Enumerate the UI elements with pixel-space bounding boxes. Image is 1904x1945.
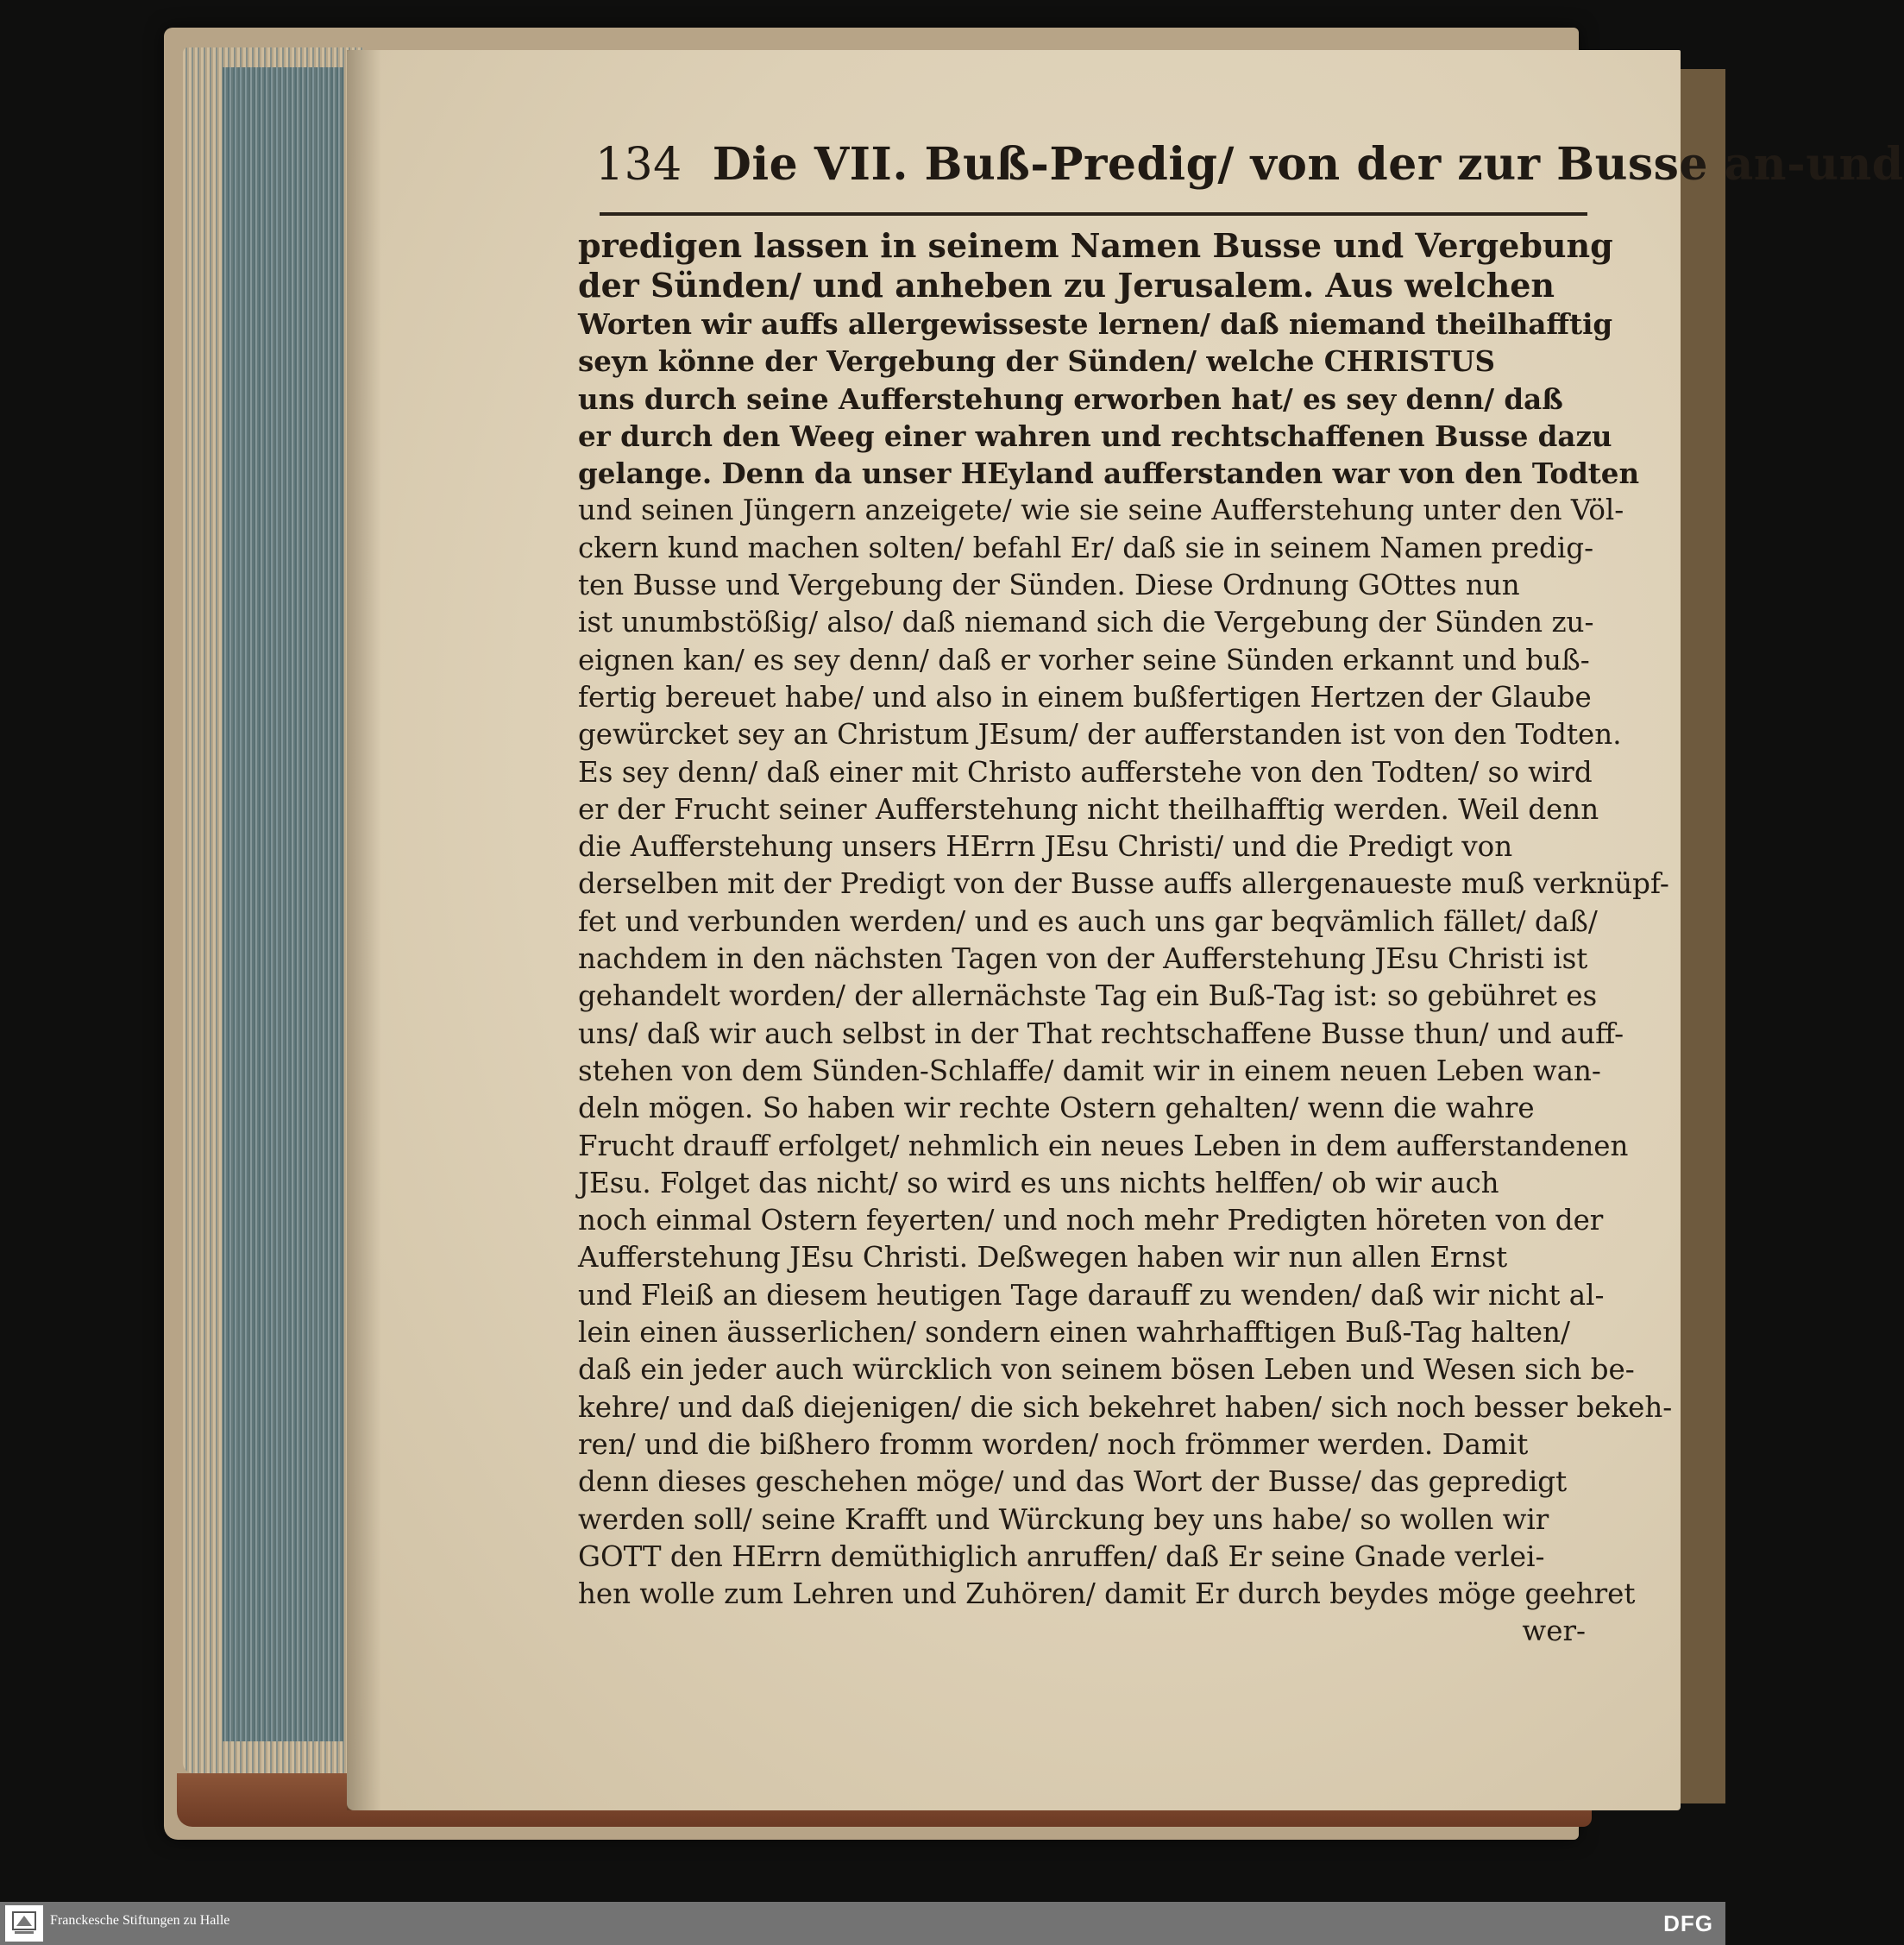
text-line: noch einmal Ostern feyerten/ und noch mehr Predigten höreten von der	[578, 1204, 1604, 1237]
text-line: JEsu. Folget das nicht/ so wird es uns nichts helffen/ ob wir auch	[578, 1166, 1499, 1199]
text-line: fet und verbunden werden/ und es auch uns gar beqvämlich fället/ daß/	[578, 904, 1598, 938]
footer-bar	[0, 1902, 1725, 1945]
text-line: uns/ daß wir auch selbst in der That rechtschaffene Busse thun/ und auff-	[578, 1017, 1624, 1050]
text-line: gewürcket sey an Christum JEsum/ der aufferstanden ist von den Todten.	[578, 718, 1622, 752]
text-line: derselben mit der Predigt von der Busse auffs allergenaueste muß verknüpf-	[578, 867, 1669, 901]
page-fore-edge	[223, 67, 343, 1741]
text-line: uns durch seine Aufferstehung erworben hat/ es sey denn/ daß	[578, 381, 1563, 416]
text-line: GOTT den HErrn demüthiglich anruffen/ daß Er seine Gnade verlei-	[578, 1539, 1545, 1573]
header-rule	[600, 212, 1587, 216]
text-line: ckern kund machen solten/ befahl Er/ daß sie in seinem Namen predig-	[578, 531, 1594, 564]
text-line: ten Busse und Vergebung der Sünden. Diese Ordnung GOttes nun	[578, 569, 1520, 602]
text-line: gehandelt worden/ der allernächste Tag ein Buß-Tag ist: so gebühret es	[578, 979, 1598, 1013]
text-line: ist unumbstößig/ also/ daß niemand sich die Vergebung der Sünden zu-	[578, 606, 1594, 639]
text-line: er der Frucht seiner Aufferstehung nicht theilhafftig werden. Weil denn	[578, 792, 1599, 826]
page-gutter-shadow	[347, 50, 381, 1810]
text-line: stehen von dem Sünden-Schlaffe/ damit wir in einem neuen Leben wan-	[578, 1054, 1601, 1087]
text-line: und Fleiß an diesem heutigen Tage darauff zu wenden/ daß wir nicht al-	[578, 1278, 1605, 1312]
text-line: daß ein jeder auch würcklich von seinem bösen Leben und Wesen sich be-	[578, 1353, 1635, 1387]
text-line: deln mögen. So haben wir rechte Ostern gehalten/ wenn die wahre	[578, 1092, 1535, 1125]
text-line: der Sünden/ und anheben zu Jerusalem. Aus welchen	[578, 266, 1555, 305]
institution-name: Franckesche Stiftungen zu Halle	[50, 1913, 230, 1928]
catchword: wer-	[1522, 1615, 1586, 1648]
page-header	[595, 138, 1904, 212]
body-text	[578, 226, 1673, 1651]
text-line: eignen kan/ es sey denn/ daß er vorher seine Sünden erkannt und buß-	[578, 643, 1590, 677]
text-line: hen wolle zum Lehren und Zuhören/ damit Er durch beydes möge geehret	[578, 1577, 1636, 1611]
text-line: kehre/ und daß diejenigen/ die sich bekehret haben/ sich noch besser bekeh-	[578, 1390, 1673, 1424]
text-line: Frucht drauff erfolget/ nehmlich ein neues Leben in dem aufferstandenen	[578, 1129, 1629, 1162]
text-line: Es sey denn/ daß einer mit Christo aufferstehe von den Todten/ so wird	[578, 755, 1593, 789]
dfg-logo: DFG	[1663, 1910, 1713, 1936]
text-line: seyn könne der Vergebung der Sünden/ welche CHRISTUS	[578, 344, 1495, 379]
text-line: die Aufferstehung unsers HErrn JEsu Christi/ und die Predigt von	[578, 830, 1513, 864]
text-line: werden soll/ seine Krafft und Würckung bey uns habe/ so wollen wir	[578, 1502, 1549, 1536]
text-line: gelange. Denn da unser HEyland aufferstanden war von den Todten	[578, 456, 1640, 491]
facing-page-edge	[1681, 69, 1725, 1803]
text-line: Aufferstehung JEsu Christi. Deßwegen haben wir nun allen Ernst	[578, 1241, 1508, 1275]
running-head: Die VII. Buß-Predig/ von der zur Busse an-und	[712, 138, 1904, 191]
institution-logo-icon	[5, 1905, 43, 1942]
text-line: predigen lassen in seinem Namen Busse und Vergebung	[578, 226, 1613, 265]
text-line: denn dieses geschehen möge/ und das Wort der Busse/ das gepredigt	[578, 1465, 1568, 1499]
text-line: lein einen äusserlichen/ sondern einen wahrhafftigen Buß-Tag halten/	[578, 1316, 1570, 1350]
text-line: Worten wir auffs allergewisseste lernen/ daß niemand theilhafftig	[578, 307, 1613, 341]
text-line: nachdem in den nächsten Tagen von der Aufferstehung JEsu Christi ist	[578, 942, 1588, 976]
text-line: fertig bereuet habe/ und also in einem bußfertigen Hertzen der Glaube	[578, 680, 1592, 714]
page-number: 134	[595, 139, 682, 191]
text-line: er durch den Weeg einer wahren und rechtschaffenen Busse dazu	[578, 419, 1612, 453]
text-line: und seinen Jüngern anzeigete/ wie sie seine Aufferstehung unter den Völ-	[578, 494, 1624, 527]
text-line: ren/ und die bißhero fromm worden/ noch frömmer werden. Damit	[578, 1427, 1529, 1461]
